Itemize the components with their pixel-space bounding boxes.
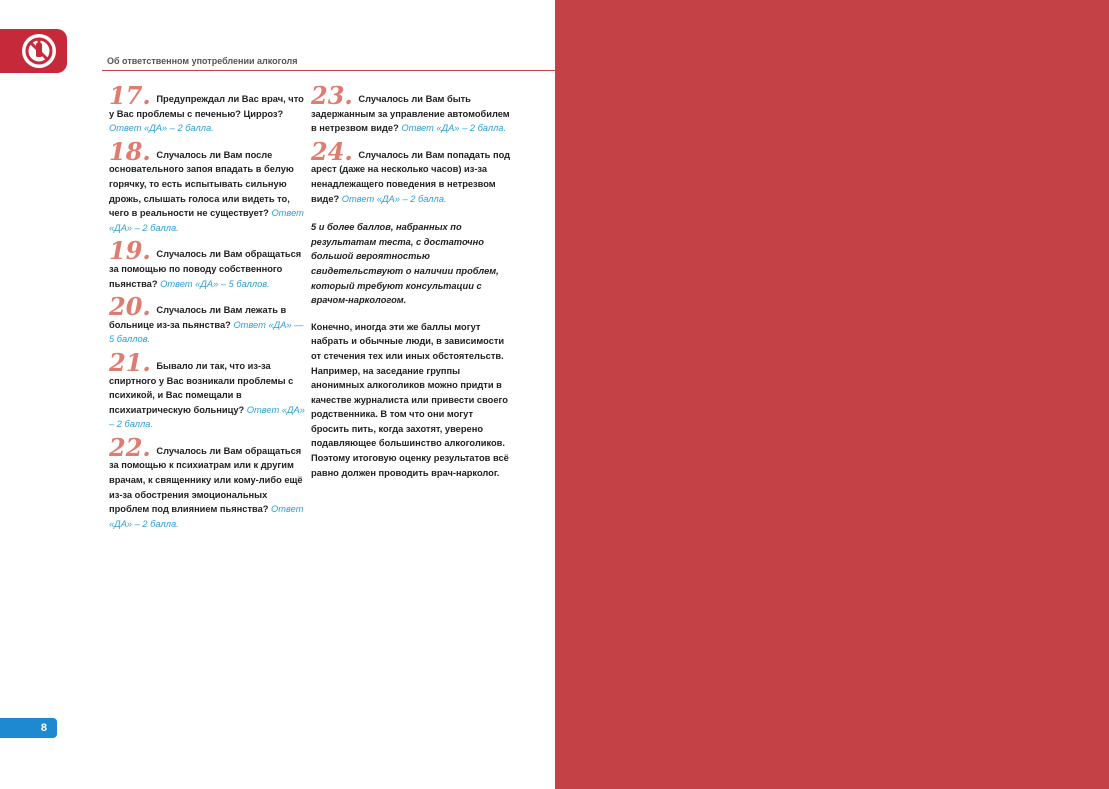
question-21 <box>109 347 309 432</box>
question-text: Случалось ли Вам попадать под арест (даже на несколько часов) из-за ненадлежащего поведения в нетрезвом виде? <box>311 149 511 204</box>
question-19 <box>109 236 309 291</box>
question-number: 22. <box>109 432 151 462</box>
question-text: Случалось ли Вам лежать в больнице из-за пьянства? <box>109 305 287 330</box>
column-left <box>109 81 309 537</box>
question-text: Случалось ли Вам обращаться за помощью к психиатрам или к другим врачам, к священнику или кому-либо ещё из-за обострения эмоциональных проблем под влиянием пьянства? <box>109 445 303 515</box>
question-number: 23. <box>311 81 353 110</box>
question-number: 24. <box>311 136 353 166</box>
question-text: Случалось ли Вам после основательного запоя впадать в белую горячку, то есть испытывать сильную дрожь, слышать голоса или видеть то, чего в реальности не существует? <box>109 149 294 219</box>
question-text: Предупреждал ли Вас врач, что у Вас проблемы с печенью? Цирроз? <box>109 94 304 119</box>
question-number: 17. <box>109 81 151 110</box>
page-header-title: Об ответственном употреблении алкоголя <box>107 56 298 66</box>
question-text: Случалось ли Вам обращаться за помощью по поводу собственного пьянства? <box>109 249 302 289</box>
answer-text: Ответ «ДА» – 5 баллов. <box>160 278 270 289</box>
answer-text: Ответ «ДА» – 2 балла. <box>109 208 304 233</box>
right-page-red-panel <box>555 0 1109 789</box>
answer-text: Ответ «ДА» – 2 балла. <box>109 404 305 430</box>
answer-text: Ответ «ДА» – 2 балла. <box>109 504 304 529</box>
header-divider <box>102 70 555 71</box>
question-23 <box>311 81 511 136</box>
question-text: Бывало ли так, что из-за спиртного у Вас возникали проблемы с психикой, и Вас помещали в психиатрическую больницу? <box>109 360 294 415</box>
column-right <box>311 81 511 480</box>
question-22 <box>109 432 309 532</box>
question-number: 20. <box>109 292 151 322</box>
no-alcohol-icon <box>22 34 56 68</box>
question-17 <box>109 81 309 136</box>
question-text: Случалось ли Вам быть задержанным за управление автомобилем в нетрезвом виде? <box>311 94 510 134</box>
answer-text: Ответ «ДА» – 2 балла. <box>109 123 214 134</box>
question-24 <box>311 136 511 206</box>
summary-italic-paragraph: 5 и более баллов, набранных по результатам теста, с достаточно большой вероятностью свидетельствуют о наличии проблем, который требуют консультации с врачом-наркологом. <box>311 222 499 306</box>
question-number: 18. <box>109 136 151 166</box>
answer-text: Ответ «ДА» — 5 баллов. <box>109 319 304 345</box>
answer-text: Ответ «ДА» – 2 балла. <box>341 193 447 204</box>
logo-tab <box>0 29 67 73</box>
question-number: 19. <box>109 236 151 266</box>
summary-paragraph: Конечно, иногда эти же баллы могут набрать и обычные люди, в зависимости от стечения тех или иных обстоятельств. Например, на заседание группы анонимных алкоголиков можно придти в качестве журналиста или привести своего родственника. В том что они могут бросить пить, когда захотят, уверено подавляющее большинство алкоголиков. Поэтому итоговую оценку результатов всё равно должен проводить врач-нарколог. <box>311 321 509 478</box>
question-20 <box>109 292 309 347</box>
question-number: 21. <box>109 347 151 377</box>
page-number: 8 <box>0 718 57 738</box>
question-18 <box>109 136 309 236</box>
answer-text: Ответ «ДА» – 2 балла. <box>401 123 507 134</box>
